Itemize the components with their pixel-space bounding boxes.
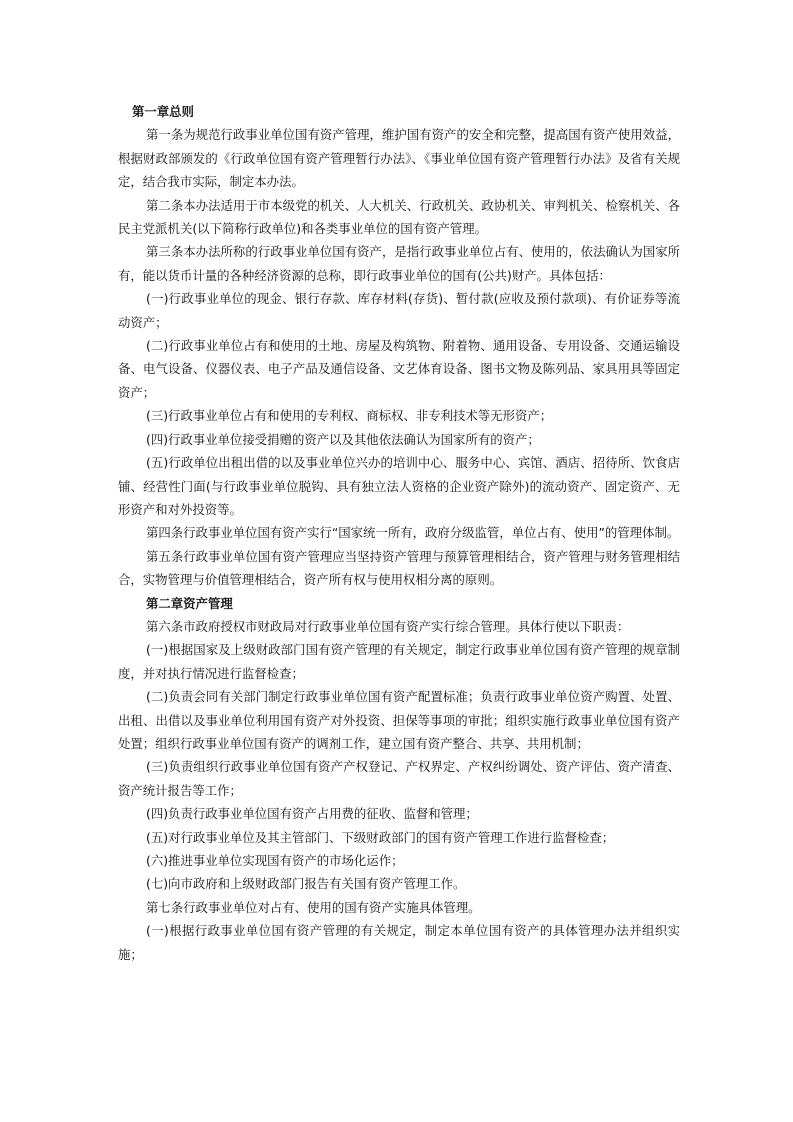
article-6-item-2: (二)负责会同有关部门制定行政事业单位国有资产配置标准；负责行政事业单位资产购置、处置、出租、出借以及事业单位利用国有资产对外投资、担保等事项的审批；组织实施行政事业单位国有资产处置；组织行政事业单位国有资产的调剂工作，建立国有资产整合、共享、共用机制； — [118, 689, 680, 751]
article-5: 第五条行政事业单位国有资产管理应当坚持资产管理与预算管理相结合，资产管理与财务管理相结合，实物管理与价值管理相结合，资产所有权与使用权相分离的原则。 — [118, 548, 680, 588]
chapter-2-heading: 第二章资产管理 — [146, 595, 233, 611]
article-6: 第六条市政府授权市财政局对行政事业单位国有资产实行综合管理。具体行使以下职责： — [146, 618, 630, 634]
article-2: 第二条本办法适用于市本级党的机关、人大机关、行政机关、政协机关、审判机关、检察机关、各民主党派机关(以下简称行政单位)和各类事业单位的国有资产管理。 — [118, 197, 680, 237]
article-3-item-2: (二)行政事业单位占有和使用的土地、房屋及构筑物、附着物、通用设备、专用设备、交通运输设备、电气设备、仪器仪表、电子产品及通信设备、文艺体育设备、图书文物及陈列品、家具用具等固定资产； — [118, 338, 680, 400]
article-6-item-7: (七)向市政府和上级财政部门报告有关国有资产管理工作。 — [146, 876, 466, 892]
article-6-item-1: (一)根据国家及上级财政部门国有资产管理的有关规定，制定行政事业单位国有资产管理的规章制度，并对执行情况进行监督检查； — [118, 642, 680, 681]
chapter-1-heading: 第一章总则 — [132, 104, 194, 119]
article-3-item-1: (一)行政事业单位的现金、银行存款、库存材料(存货)、暂付款(应收及预付款项)、有价证券等流动资产； — [118, 291, 680, 330]
document-body — [118, 100, 680, 966]
article-4: 第四条行政事业单位国有资产实行“国家统一所有，政府分级监管，单位占有、使用”的管理体制。 — [146, 525, 680, 541]
article-3-item-3: (三)行政事业单位占有和使用的专利权、商标权、非专利技术等无形资产； — [146, 408, 553, 424]
article-6-item-4: (四)负责行政事业单位国有资产占用费的征收、监督和管理； — [146, 806, 478, 822]
article-7-item-1: (一)根据行政事业单位国有资产管理的有关规定，制定本单位国有资产的具体管理办法并组织实施； — [118, 923, 680, 962]
article-3-item-5: (五)行政单位出租出借的以及事业单位兴办的培训中心、服务中心、宾馆、酒店、招待所、饮食店铺、经营性门面(与行政事业单位脱钩、具有独立法人资格的企业资产除外)的流动资产、固定资产、无形资产和对外投资等。 — [118, 455, 680, 517]
article-7: 第七条行政事业单位对占有、使用的国有资产实施具体管理。 — [146, 899, 481, 915]
article-1: 第一条为规范行政事业单位国有资产管理，维护国有资产的安全和完整，提高国有资产使用效益，根据财政部颁发的《行政单位国有资产管理暂行办法》、《事业单位国有资产管理暂行办法》及省有关规定，结合我市实际，制定本办法。 — [118, 127, 680, 190]
article-3: 第三条本办法所称的行政事业单位国有资产，是指行政事业单位占有、使用的，依法确认为国家所有，能以货币计量的各种经济资源的总称，即行政事业单位的国有(公共)财产。具体包括： — [118, 244, 680, 283]
article-3-item-4: (四)行政事业单位接受捐赠的资产以及其他依法确认为国家所有的资产； — [146, 431, 540, 447]
article-6-item-3: (三)负责组织行政事业单位国有资产产权登记、产权界定、产权纠纷调处、资产评估、资产清查、资产统计报告等工作； — [118, 759, 680, 798]
article-6-item-6: (六)推进事业单位实现国有资产的市场化运作； — [146, 853, 404, 868]
article-6-item-5: (五)对行政事业单位及其主管部门、下级财政部门的国有资产管理工作进行监督检查； — [146, 829, 615, 845]
